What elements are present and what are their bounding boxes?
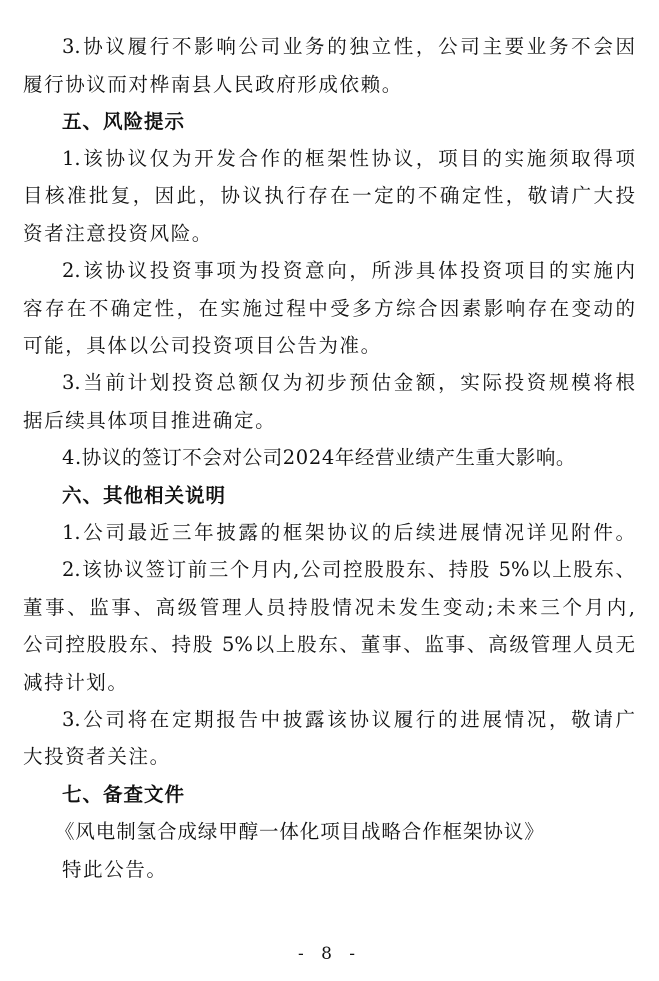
paragraph-line: 减持计划。 xyxy=(23,671,129,694)
paragraph-line: 大投资者关注。 xyxy=(23,745,171,768)
paragraph-line: 4.协议的签订不会对公司2024年经营业绩产生重大影响。 xyxy=(62,446,577,469)
section-heading-other: 六、其他相关说明 xyxy=(62,484,227,507)
paragraph-line: 董事、监事、高级管理人员持股情况未发生变动;未来三个月内, xyxy=(23,596,635,619)
paragraph-line: 3.公司将在定期报告中披露该协议履行的进展情况，敬请广 xyxy=(62,708,635,731)
section-heading-risk: 五、风险提示 xyxy=(62,110,186,133)
section-heading-reference: 七、备查文件 xyxy=(62,783,186,806)
paragraph-line: 2.该协议签订前三个月内,公司控股股东、持股 5%以上股东、 xyxy=(62,558,635,581)
reference-document-title: 《风电制氢合成绿甲醇一体化项目战略合作框架协议》 xyxy=(55,820,545,843)
paragraph-line: 履行协议而对桦南县人民政府形成依赖。 xyxy=(23,73,403,96)
page-number: - 8 - xyxy=(297,944,362,964)
paragraph-line: 容存在不确定性，在实施过程中受多方综合因素影响存在变动的 xyxy=(23,297,635,320)
paragraph-line: 1.该协议仅为开发合作的框架性协议，项目的实施须取得项 xyxy=(62,147,635,170)
paragraph-line: 资者注意投资风险。 xyxy=(23,222,213,245)
paragraph-line: 目核准批复，因此，协议执行存在一定的不确定性，敬请广大投 xyxy=(23,184,635,207)
paragraph-line: 3.当前计划投资总额仅为初步预估金额，实际投资规模将根 xyxy=(62,371,635,394)
paragraph-line: 1.公司最近三年披露的框架协议的后续进展情况详见附件。 xyxy=(62,521,635,544)
paragraph-line: 2.该协议投资事项为投资意向，所涉具体投资项目的实施内 xyxy=(62,259,635,282)
paragraph-line: 公司控股股东、持股 5%以上股东、董事、监事、高级管理人员无 xyxy=(23,633,635,656)
paragraph-line: 可能，具体以公司投资项目公告为准。 xyxy=(23,334,382,357)
closing-statement: 特此公告。 xyxy=(62,858,168,881)
paragraph-line: 据后续具体项目推进确定。 xyxy=(23,409,277,432)
paragraph-line: 3.协议履行不影响公司业务的独立性，公司主要业务不会因 xyxy=(62,35,635,58)
